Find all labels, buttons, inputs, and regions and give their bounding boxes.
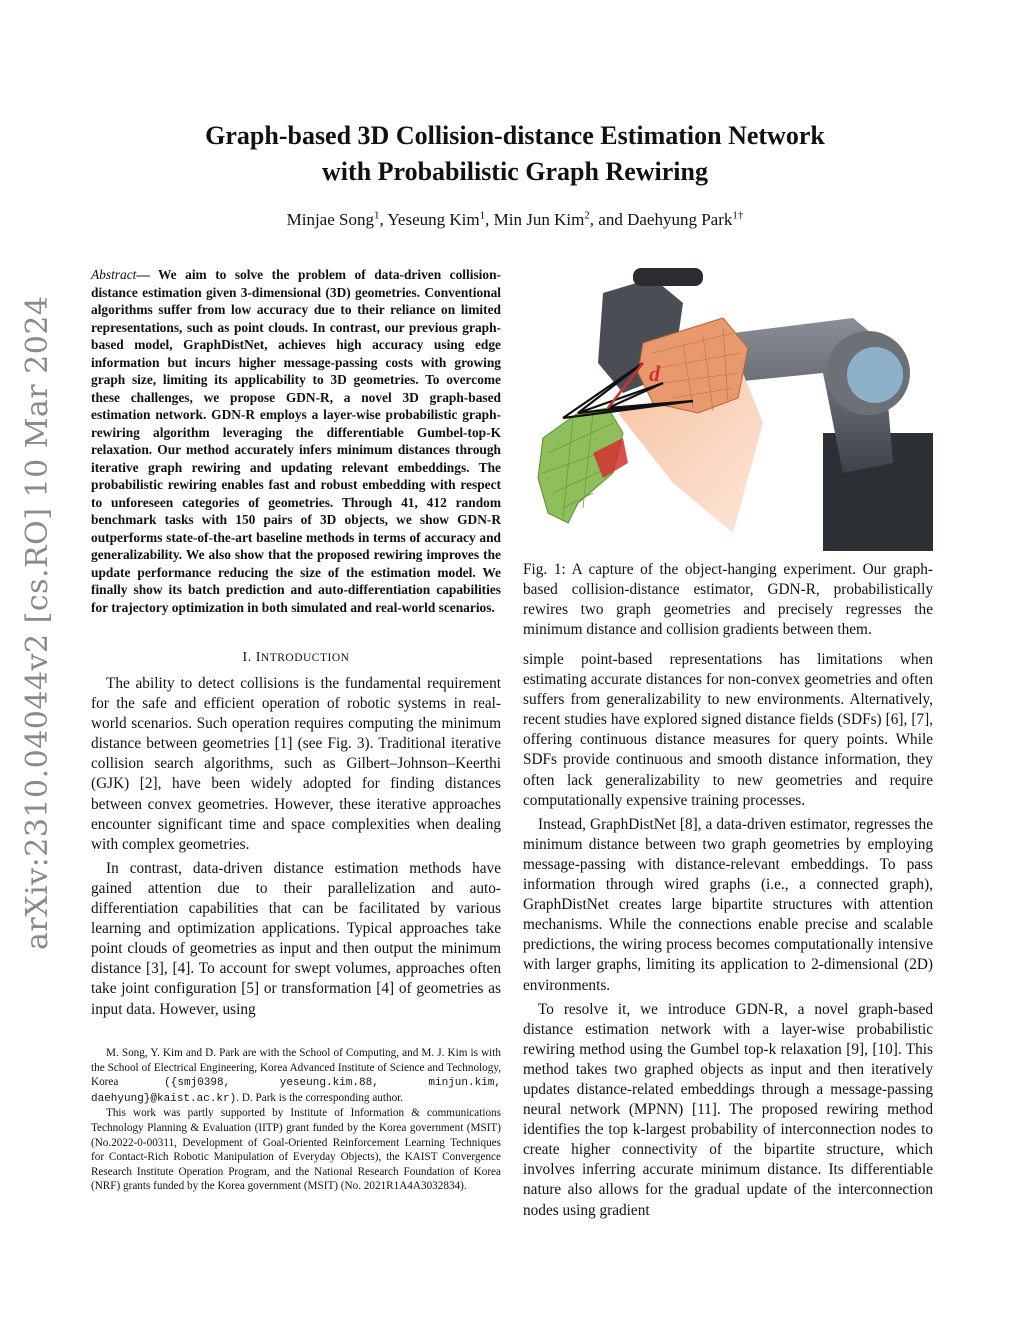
footnote-emails: ({smj0398, yeseung.kim.88, minjun.kim, daehyung}@kaist.ac.kr) <box>91 1077 501 1105</box>
arxiv-stamp: arXiv:2310.04044v2 [cs.RO] 10 Mar 2024 <box>20 295 55 950</box>
footnote-corresponding: D. Park is the corresponding author. <box>241 1091 404 1104</box>
author-name: Yeseung Kim <box>387 210 480 229</box>
author-affiliation: 1† <box>732 209 744 222</box>
title-line-2: with Probabilistic Graph Rewiring <box>322 157 708 186</box>
paragraph: To resolve it, we introduce GDN-R, a novel graph-based distance estimation network with a layer-wise probabilistic rewiring method using the Gumbel top-k relaxation [9], [10]. This method takes two graphed objects as input and then iteratively updates distance-related embeddings through a message-passing neural network (MPNN) [11]. The proposed rewiring method identifies the top k-largest probability of interconnection nodes to create higher connectivity of the bipartite structure, which involves inferring accurate minimum distance. Its differentiable nature also allows for the gradual update of the interconnection nodes using gradient <box>523 1000 933 1219</box>
robot-joint-cap <box>847 347 903 403</box>
author-separator: , <box>379 210 388 229</box>
author-name: Min Jun Kim <box>493 210 585 229</box>
footnote-affiliation-text: M. Song, Y. Kim and D. Park are with the School of Computing, and M. J. Kim is with the School of Electrical Engineering, Korea Advanced Institute of Science and Technology, Korea <box>91 1047 501 1089</box>
abstract <box>91 266 501 616</box>
footnote-funding: This work was partly supported by Institute of Information & communications Technology Planning & Evaluation (IITP) grant funded by the Korea government (MSIT) (No.2022-0-00311, Development of Goal-Oriented Reinforcement Learning Techniques for Contact-Rich Robotic Manipulation of Everyday Objects), the KAIST Convergence Research Institute Operation Program, and the National Research Foundation of Korea (NRF) grants funded by the Korea government (MSIT) (No. 2021R1A4A3032834). <box>91 1107 501 1193</box>
section-heading <box>91 650 501 666</box>
paragraph: simple point-based representations has limitations when estimating accurate distances for non-convex geometries and often suffers from generalizability to new environments. Alternatively, recent studies have explored signed distance fields (SDFs) [6], [7], offering continuous distance measures for query points. While SDFs provide continuous and smooth distance information, they often lack generalizability to new geometries and require computationally expensive training processes. <box>523 651 933 809</box>
figure-caption: Fig. 1: A capture of the object-hanging experiment. Our graph-based collision-distance estimator, GDN-R, probabilistically rewires two graph geometries and precisely regresses the minimum distance and collision gradients between them. <box>523 561 933 639</box>
distance-label: d <box>649 361 660 386</box>
paragraph: In contrast, data-driven distance estimation methods have gained attention due to their parallelization and auto-differentiation capabilities that can be facilitated by various learning and optimization applications. Typical approaches take point clouds of geometries as input and then output the minimum distance [3], [4]. To account for swept volumes, approaches often take joint configuration [5] or transformation [4] of geometries as input data. However, using <box>91 859 501 1018</box>
author-separator: , <box>485 210 494 229</box>
author-affiliation: 1 <box>373 209 380 222</box>
section-title-rest: NTRODUCTION <box>260 652 350 664</box>
camera <box>633 268 703 286</box>
author-name: Daehyung Park <box>627 210 733 229</box>
footnote <box>91 1046 501 1194</box>
paragraph: Instead, GraphDistNet [8], a data-driven estimator, regresses the minimum distance between two graph geometries by employing message-passing with distance-relevant embeddings. To pass information through wired graphs (i.e., a connected graph), GraphDistNet creates large bipartite structures with attention mechanisms. While the connections enable precise and scalable predictions, the wiring process becomes computationally intensive with larger graphs, limiting its application to 2-dimensional (2D) environments. <box>523 815 933 994</box>
section-title-initial: I <box>255 650 261 665</box>
author-affiliation: 1 <box>479 209 486 222</box>
abstract-text: — We aim to solve the problem of data-driven collision-distance estimation given 3-dimensional (3D) geometries. Conventional algorithms suffer from low accuracy due to their reliance on limited representations, such as point clouds. In contrast, our previous graph-based model, GraphDistNet, achieves high accuracy using edge information but incurs higher message-passing costs with growing graph size, limiting its applicability to 3D geometries. To overcome these challenges, we propose GDN-R, a novel 3D graph-based estimation network. GDN-R employs a layer-wise probabilistic graph-rewiring algorithm leveraging the differentiable Gumbel-top-K relaxation. Our method accurately infers minimum distances through iterative graph rewiring and updating relevant embeddings. The probabilistic rewiring enables fast and robust embedding with respect to unforeseen categories of geometries. Through 41, 412 random benchmark tasks with 150 pairs of 3D objects, we show GDN-R outperforms state-of-the-art baseline methods in terms of accuracy and generalizability. We also show that the proposed rewiring improves the update performance reducing the size of the estimation model. We finally show its batch prediction and auto-differentiation capabilities for trajectory optimization in both simulated and real-world scenarios. <box>91 267 501 615</box>
intro-left-column <box>91 674 501 1024</box>
title-line-1: Graph-based 3D Collision-distance Estimation Network <box>205 121 825 150</box>
robot-scene-illustration <box>523 263 933 551</box>
intro-right-column <box>523 650 933 1225</box>
section-number: I. <box>242 650 252 665</box>
author-affiliation: 2 <box>584 209 590 222</box>
author-name: Minjae Song <box>286 210 374 229</box>
paragraph: The ability to detect collisions is the fundamental requirement for the safe and efficient operation of robotic systems in real-world scenarios. Such operation requires computing the minimum distance between geometries [1] (see Fig. 3). Traditional iterative collision search algorithms, such as Gilbert–Johnson–Keerthi (GJK) [2], have been widely adopted for finding distances between convex geometries. However, these iterative approaches encounter significant time and space complexities when dealing with complex geometries. <box>91 675 501 853</box>
abstract-label: Abstract <box>91 267 137 282</box>
paper-title <box>100 118 930 190</box>
author-separator: , and <box>589 210 628 229</box>
figure-robot-capture <box>523 263 933 551</box>
footnote-affiliations: M. Song, Y. Kim and D. Park are with the School of Computing, and M. J. Kim is with the School of Electrical Engineering, Korea Advanced Institute of Science and Technology, Korea ({smj0398, yeseung.kim.88, minjun.kim, daehyung}@kaist.ac.kr). D. Park is the corresponding author. <box>91 1047 501 1105</box>
author-list <box>100 210 930 230</box>
